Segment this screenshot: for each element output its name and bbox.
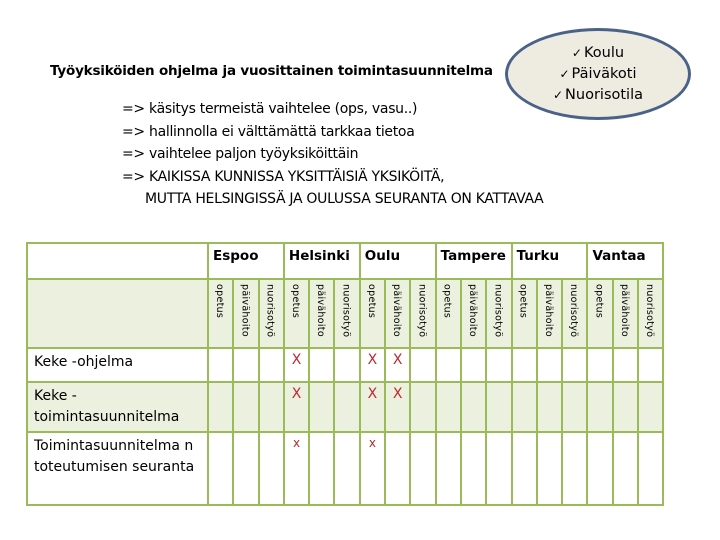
row-label: Toimintasuunnitelma n toteutumisen seuranta [27, 432, 208, 505]
subcolumn-header [512, 279, 537, 348]
subcolumn-header [436, 279, 461, 348]
mark-cell [512, 348, 537, 382]
mark-cell [486, 432, 511, 505]
subcolumn-label: nuorisotyö [492, 284, 504, 338]
mark-cell [309, 382, 334, 432]
mark-cell: X [360, 382, 385, 432]
mark-cell [208, 382, 233, 432]
mark-cell: X [360, 348, 385, 382]
mark-cell [233, 348, 258, 382]
subcolumn-header [613, 279, 638, 348]
bullet-list [122, 98, 543, 211]
subcolumn-label: nuorisotyö [644, 284, 656, 338]
subcolumn-label: nuorisotyö [416, 284, 428, 338]
subcolumn-label: opetus [289, 284, 301, 319]
city-header: Turku [512, 243, 588, 279]
mark-cell [613, 348, 638, 382]
mark-cell [587, 432, 612, 505]
mark-cell [436, 382, 461, 432]
mark-cell [233, 382, 258, 432]
oval-item: ✓ Päiväkoti [559, 65, 637, 82]
mark-cell [613, 432, 638, 505]
mark-cell [486, 382, 511, 432]
subcolumn-label: päivähoito [391, 284, 403, 337]
corner-cell [27, 243, 208, 279]
mark-cell [334, 432, 359, 505]
mark-cell [436, 348, 461, 382]
mark-cell [334, 348, 359, 382]
mark-cell [638, 432, 663, 505]
bullet-line: => käsitys termeistä vaihtelee (ops, vasu..) [122, 101, 418, 117]
mark-cell [436, 432, 461, 505]
subcolumn-label: nuorisotyö [264, 284, 276, 338]
mark-cell [461, 432, 486, 505]
subcolumn-header [410, 279, 435, 348]
oval-item: ✓ Koulu [571, 44, 625, 61]
mark-cell [410, 432, 435, 505]
subcolumn-label: opetus [517, 284, 529, 319]
table-row [27, 382, 663, 432]
mark-cell [512, 382, 537, 432]
mark-cell [562, 382, 587, 432]
mark-cell: X [385, 348, 410, 382]
mark-cell [537, 432, 562, 505]
mark-cell [638, 348, 663, 382]
mark-cell [562, 432, 587, 505]
subcolumn-header [208, 279, 233, 348]
table-row [27, 348, 663, 382]
subcolumn-header [309, 279, 334, 348]
mark-cell [334, 382, 359, 432]
subcolumn-label: nuorisotyö [568, 284, 580, 338]
subcolumn-header [360, 279, 385, 348]
mark-cell [208, 348, 233, 382]
subcolumn-header [486, 279, 511, 348]
mark-cell [385, 432, 410, 505]
mark-cell [638, 382, 663, 432]
mark-cell [259, 432, 284, 505]
subcolumn-header [461, 279, 486, 348]
mark-cell [259, 348, 284, 382]
bullet-line: MUTTA HELSINGISSÄ JA OULUSSA SEURANTA ON KATTAVAA [145, 191, 544, 208]
subcolumn-header [587, 279, 612, 348]
bullet-line: => hallinnolla ei välttämättä tarkkaa tietoa [122, 123, 415, 140]
mark-cell [410, 348, 435, 382]
subcolumn-label: nuorisotyö [340, 284, 352, 338]
corner-cell [27, 279, 208, 348]
subcolumn-header [562, 279, 587, 348]
subcolumn-label: päivähoito [315, 284, 327, 337]
mark-cell [410, 382, 435, 432]
oval-item: ✓ Nuorisotila [552, 86, 643, 103]
subcolumn-header-row [27, 279, 663, 348]
mark-cell [486, 348, 511, 382]
mark-cell [233, 432, 258, 505]
slide-title: Työyksiköiden ohjelma ja vuosittainen toimintasuunnitelma [50, 63, 493, 79]
mark-cell: x [360, 432, 385, 505]
city-header: Oulu [360, 243, 436, 279]
subcolumn-header [233, 279, 258, 348]
mark-cell [587, 348, 612, 382]
mark-cell: x [284, 432, 309, 505]
subcolumn-label: päivähoito [618, 284, 630, 337]
subcolumn-label: opetus [593, 284, 605, 319]
subcolumn-header [284, 279, 309, 348]
mark-cell [309, 432, 334, 505]
mark-cell [309, 348, 334, 382]
survey-table [26, 242, 664, 506]
bullet-line: => vaihtelee paljon työyksiköittäin [122, 146, 359, 163]
mark-cell [259, 382, 284, 432]
subcolumn-label: opetus [441, 284, 453, 319]
table-row [27, 432, 663, 505]
row-label: Keke - toimintasuunnitelma [27, 382, 208, 432]
subcolumn-header [638, 279, 663, 348]
mark-cell: X [284, 348, 309, 382]
subcolumn-label: opetus [214, 284, 225, 319]
mark-cell [587, 382, 612, 432]
city-header: Tampere [436, 243, 512, 279]
subcolumn-header [537, 279, 562, 348]
mark-cell [461, 382, 486, 432]
mark-cell [208, 432, 233, 505]
city-header: Helsinki [284, 243, 360, 279]
check-icon: ✓ [559, 66, 570, 81]
subcolumn-label: päivähoito [239, 284, 251, 337]
check-icon: ✓ [552, 87, 564, 102]
subcolumn-header [334, 279, 359, 348]
mark-cell: X [284, 382, 309, 432]
check-icon: ✓ [571, 45, 582, 60]
bullet-line: => KAIKISSA KUNNISSA YKSITTÄISIÄ YKSIKÖITÄ, [122, 168, 445, 185]
mark-cell [461, 348, 486, 382]
city-header-row [27, 243, 663, 279]
mark-cell [562, 348, 587, 382]
subcolumn-label: opetus [365, 284, 377, 319]
mark-cell [512, 432, 537, 505]
subcolumn-label: päivähoito [542, 284, 554, 337]
city-header: Vantaa [587, 243, 663, 279]
city-header: Espoo [208, 243, 284, 279]
mark-cell [537, 348, 562, 382]
mark-cell [537, 382, 562, 432]
mark-cell: X [385, 382, 410, 432]
subcolumn-header [259, 279, 284, 348]
subcolumn-header [385, 279, 410, 348]
row-label: Keke -ohjelma [27, 348, 208, 382]
subcolumn-label: päivähoito [466, 284, 478, 337]
mark-cell [613, 382, 638, 432]
